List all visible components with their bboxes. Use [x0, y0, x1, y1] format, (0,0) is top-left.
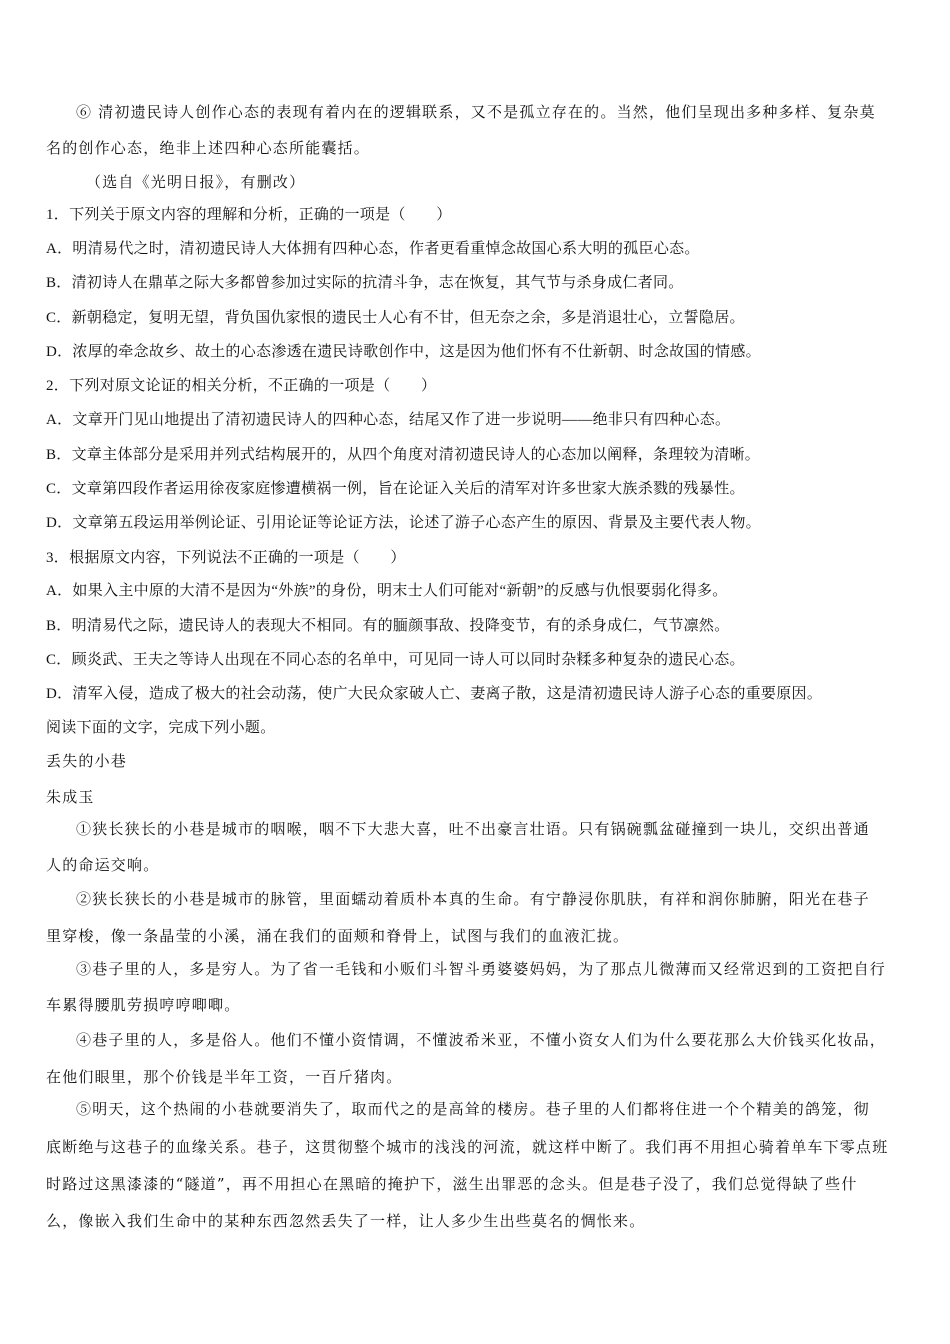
- passage2-para3-line2: 车累得腰肌劳损哼哼唧唧。: [46, 996, 241, 1014]
- question-3-option-b: B．明清易代之际，遗民诗人的表现大不相同。有的腼颜事敌、投降变节，有的杀身成仁，气节凛然。: [46, 618, 730, 634]
- passage2-para3-line1: ③巷子里的人，多是穷人。为了省一毛钱和小贩们斗智斗勇婆婆妈妈，为了那点儿微薄而又经常迟到的工资把自行: [76, 960, 887, 978]
- passage2-para1-line1: ①狭长狭长的小巷是城市的咽喉，咽不下大悲大喜，吐不出豪言壮语。只有锅碗瓢盆碰撞到一块儿，交织出普通: [76, 820, 870, 838]
- question-2-option-b: B．文章主体部分是采用并列式结构展开的，从四个角度对清初遗民诗人的心态加以阐释，条理较为清晰。: [46, 447, 761, 463]
- passage2-para5-line3: 时路过这黑漆漆的“隧道”，再不用担心在黑暗的掩护下，滋生出罪恶的念头。但是巷子没了，我们总觉得缺了些什: [46, 1175, 858, 1193]
- passage2-author: 朱成玉: [46, 788, 95, 806]
- passage1-para6-line2: 名的创作心态，绝非上述四种心态所能囊括。: [46, 139, 371, 157]
- passage2-para4-line2: 在他们眼里，那个价钱是半年工资，一百斤猪肉。: [46, 1068, 403, 1086]
- passage2-para5-line1: ⑤明天，这个热闹的小巷就要消失了，取而代之的是高耸的楼房。巷子里的人们都将住进一个个精美的鸽笼，彻: [76, 1100, 870, 1118]
- passage1-para6-line1: ⑥ 清初遗民诗人创作心态的表现有着内在的逻辑联系，又不是孤立存在的。当然，他们呈现出多种多样、复杂莫: [76, 103, 876, 121]
- passage2-para1-line2: 人的命运交响。: [46, 856, 160, 874]
- question-1-option-b: B．清初诗人在鼎革之际大多都曾参加过实际的抗清斗争，志在恢复，其气节与杀身成仁者同。: [46, 275, 684, 291]
- passage1-source: （选自《光明日报》，有删改）: [86, 173, 306, 191]
- passage2-para2-line2: 里穿梭，像一条晶莹的小溪，涌在我们的面颊和脊骨上，试图与我们的血液汇拢。: [46, 927, 630, 945]
- question-2-option-a: A．文章开门见山地提出了清初遗民诗人的四种心态，结尾又作了进一步说明——绝非只有四种心态。: [46, 412, 731, 428]
- question-3-option-a: A．如果入主中原的大清不是因为“外族”的身份，明末士人们可能对“新朝”的反感与仇恨要弱化得多。: [46, 583, 728, 599]
- passage2-para4-line1: ④巷子里的人，多是俗人。他们不懂小资情调，不懂波希米亚，不懂小资女人们为什么要花那么大价钱买化妆品，: [76, 1031, 887, 1049]
- question-1-option-a: A．明清易代之时，清初遗民诗人大体拥有四种心态，作者更看重悼念故国心系大明的孤臣心态。: [46, 241, 700, 257]
- passage2-para5-line2: 底断绝与这巷子的血缘关系。巷子，这贯彻整个城市的浅浅的河流，就这样中断了。我们再不用担心骑着单车下零点班: [46, 1138, 889, 1156]
- passage2-para5-line4: 么，像嵌入我们生命中的某种东西忽然丢失了一样，让人多少生出些莫名的惆怅来。: [46, 1212, 646, 1230]
- question-2-option-d: D．文章第五段运用举例论证、引用论证等论证方法，论述了游子心态产生的原因、背景及主要代表人物。: [46, 515, 761, 531]
- question-1-stem: 1．下列关于原文内容的理解和分析，正确的一项是（ ）: [46, 207, 452, 223]
- question-1-option-c: C．新朝稳定，复明无望，背负国仇家恨的遗民士人心有不甘，但无奈之余，多是消退壮心，立誓隐居。: [46, 310, 745, 326]
- passage2-para2-line1: ②狭长狭长的小巷是城市的脉管，里面蠕动着质朴本真的生命。有宁静浸你肌肤，有祥和润你肺腑，阳光在巷子: [76, 890, 870, 908]
- question-3-option-c: C．顾炎武、王夫之等诗人出现在不同心态的名单中，可见同一诗人可以同时杂糅多种复杂的遗民心态。: [46, 652, 745, 668]
- passage2-title: 丢失的小巷: [46, 752, 128, 770]
- question-3-option-d: D．清军入侵，造成了极大的社会动荡，使广大民众家破人亡、妻离子散，这是清初遗民诗人游子心态的重要原因。: [46, 686, 823, 702]
- reading-instruction: 阅读下面的文字，完成下列小题。: [46, 720, 276, 736]
- question-1-option-d: D．浓厚的牵念故乡、故土的心态渗透在遗民诗歌创作中，这是因为他们怀有不仕新朝、时念故国的情感。: [46, 344, 761, 360]
- question-2-stem: 2．下列对原文论证的相关分析，不正确的一项是（ ）: [46, 378, 437, 394]
- question-3-stem: 3．根据原文内容，下列说法不正确的一项是（ ）: [46, 550, 406, 566]
- question-2-option-c: C．文章第四段作者运用徐夜家庭惨遭横祸一例，旨在论证入关后的清军对许多世家大族杀戮的残暴性。: [46, 481, 745, 497]
